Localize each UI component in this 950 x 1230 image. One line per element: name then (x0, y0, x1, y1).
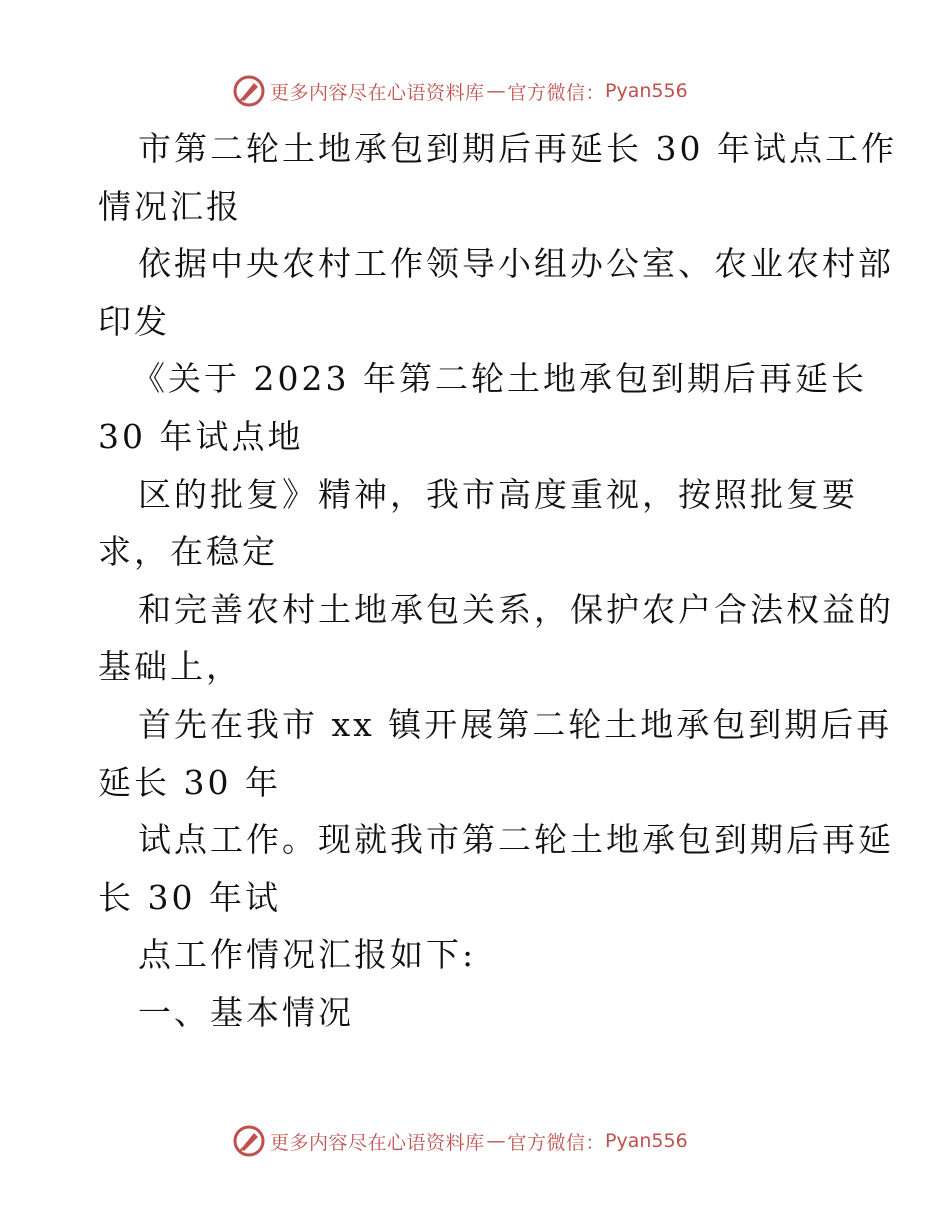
watermark-handle: Pyan556 (605, 1130, 688, 1152)
document-line: 延长 30 年 (98, 762, 281, 802)
document-line: 区的批复》精神，我市高度重视，按照批复要 (138, 474, 858, 514)
quill-pen-logo-icon (232, 1124, 266, 1158)
watermark-handle: Pyan556 (605, 80, 688, 102)
document-line: 《关于 2023 年第二轮土地承包到期后再延长 (132, 359, 867, 399)
watermark-site-text: 更多内容尽在心语资料库 (270, 1131, 485, 1154)
document-line: 依据中央农村工作领导小组办公室、农业农村部 (138, 244, 894, 284)
quill-pen-logo-icon (232, 74, 266, 108)
header-watermark (232, 74, 688, 108)
document-line: 长 30 年试 (98, 877, 281, 917)
document-line: 首先在我市 xx 镇开展第二轮土地承包到期后再 (138, 704, 893, 744)
document-line: 和完善农村土地承包关系，保护农户合法权益的 (138, 589, 894, 629)
document-line: 求，在稳定 (98, 532, 278, 572)
watermark-separator: — (486, 1130, 506, 1152)
watermark-official-label: 官方微信： (507, 1131, 606, 1154)
document-line: 印发 (98, 301, 170, 341)
section-heading: 一、基本情况 (138, 992, 354, 1032)
document-line: 试点工作。现就我市第二轮土地承包到期后再延 (138, 820, 894, 860)
footer-watermark (232, 1124, 688, 1158)
document-line: 点工作情况汇报如下: (138, 935, 477, 975)
document-line: 情况汇报 (98, 186, 242, 226)
document-line: 30 年试点地 (98, 416, 304, 456)
document-line: 市第二轮土地承包到期后再延长 30 年试点工作 (138, 129, 897, 168)
document-line: 基础上， (98, 647, 242, 687)
watermark-separator: — (486, 80, 506, 102)
watermark-official-label: 官方微信： (507, 81, 606, 104)
watermark-site-text: 更多内容尽在心语资料库 (270, 81, 485, 104)
document-body (98, 120, 897, 1042)
